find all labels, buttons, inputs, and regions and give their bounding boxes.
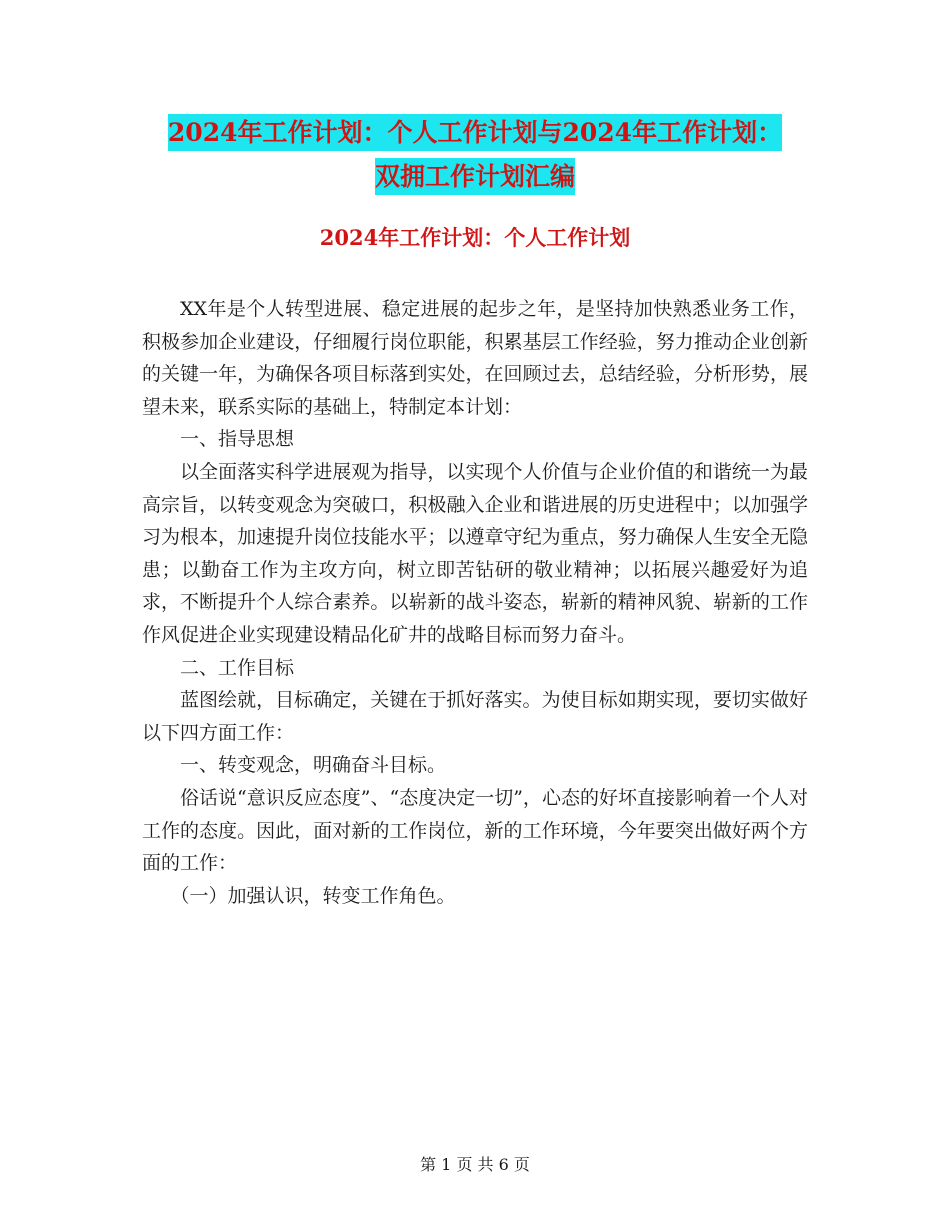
subheading-strengthen-awareness: （一）加强认识，转变工作角色。 — [170, 884, 456, 907]
paragraph-work-goals: 蓝图绘就，目标确定，关键在于抓好落实。为使目标如期实现，要切实做好以下四方面工作： — [142, 689, 808, 744]
heading-work-goals: 二、工作目标 — [180, 656, 295, 679]
main-title-highlight-2: 双拥工作计划汇编 — [375, 158, 575, 195]
main-title-highlight-1: 2024年工作计划：个人工作计划与2024年工作计划： — [168, 114, 782, 151]
heading-change-mindset: 一、转变观念，明确奋斗目标。 — [180, 754, 447, 777]
main-title-line-1 — [0, 113, 950, 149]
paragraph-change-mindset: 俗话说“意识反应态度”、“态度决定一切”，心态的好坏直接影响着一个人对工作的态度。因此，面对新的工作岗位，新的工作环境，今年要突出做好两个方面的工作： — [142, 786, 808, 875]
page-footer: 第 1 页 共 6 页 — [420, 1155, 530, 1174]
paragraph-guiding-thought: 以全面落实科学进展观为指导，以实现个人价值与企业价值的和谐统一为最高宗旨，以转变观念为突破口，积极融入企业和谐进展的历史进程中；以加强学习为根本，加速提升岗位技能水平；以遵章守纪为重点，努力确保人生安全无隐患；以勤奋工作为主攻方向，树立即苦钻研的敬业精神；以拓展兴趣爱好为追求，不断提升个人综合素养。以崭新的战斗姿态，崭新的精神风貌、崭新的工作作风促进企业实现建设精品化矿井的战略目标而努力奋斗。 — [142, 460, 808, 646]
section-title: 2024年工作计划：个人工作计划 — [319, 225, 631, 250]
paragraph-intro: XX年是个人转型进展、稳定进展的起步之年，是坚持加快熟悉业务工作，积极参加企业建设，仔细履行岗位职能，积累基层工作经验，努力推动企业创新的关键一年，为确保各项目标落到实处，在回顾过去，总结经验，分析形势，展望未来，联系实际的基础上，特制定本计划： — [142, 298, 808, 418]
heading-guiding-thought: 一、指导思想 — [180, 428, 295, 451]
main-title-line-2 — [0, 157, 950, 193]
document-body — [142, 293, 808, 912]
